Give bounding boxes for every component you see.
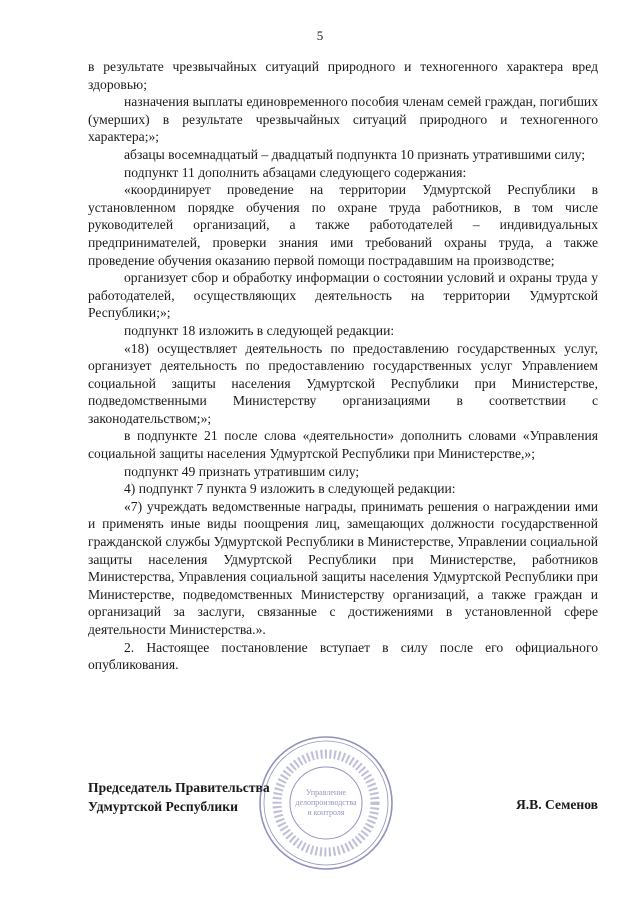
signature-title-line-1: Председатель Правительства <box>88 780 270 795</box>
paragraph: абзацы восемнадцатый – двадцатый подпункта 10 признать утратившими силу; <box>124 146 586 162</box>
paragraph: подпункт 18 изложить в следующей редакции: <box>124 322 395 338</box>
signature-title-line-2: Удмуртской Республики <box>88 799 238 814</box>
official-seal-stamp <box>258 735 394 871</box>
paragraph: «7) учреждать ведомственные награды, принимать решения о награждении ими и применять иные виды поощрения лиц, замещающих должности государственной гражданской службы Удмуртской Республики в Министерстве, Управлении социальной защиты населения Удмуртской Республики при Министерстве, работников Министерства, Управления социальной защиты населения Удмуртской Республики при Министерстве, подведомственных Министерству организаций, а также граждан и организаций за заслуги, связанные с достижениями в установленной сфере деятельности Министерства.». <box>88 498 598 637</box>
paragraph: «18) осуществляет деятельность по предоставлению государственных услуг, организует деятельность по предоставлению государственных услуг Управлением социальной защиты населения Удмуртской Республики при Министерстве, подведомственными Министерству организациями в соответствии с законодательством;»; <box>88 340 598 426</box>
seal-text-line-2: делопроизводства <box>295 798 357 807</box>
seal-text-line-1: Управление <box>305 788 347 797</box>
paragraph: подпункт 49 признать утратившим силу; <box>124 463 360 479</box>
paragraph: 4) подпункт 7 пункта 9 изложить в следующей редакции: <box>124 481 456 497</box>
paragraph: назначения выплаты единовременного пособия членам семей граждан, погибших (умерших) в результате чрезвычайных ситуаций природного и техногенного характера;»; <box>88 94 598 145</box>
paragraph: «координирует проведение на территории Удмуртской Республики в установленном порядке обучения по охране труда работников, в том числе руководителей организаций, а также работодателей – индивидуальных предпринимателей, проверки знания ими требований охраны труда, а также проведение обучения оказанию первой помощи пострадавшим на производстве; <box>88 182 598 268</box>
seal-text-line-3: и контроля <box>307 808 345 817</box>
paragraph: в результате чрезвычайных ситуаций природного и техногенного характера вред здоровью; <box>88 59 598 92</box>
paragraph: 2. Настоящее постановление вступает в силу после его официального опубликования. <box>88 639 598 673</box>
paragraph: организует сбор и обработку информации о состоянии условий и охраны труда у работодателей, осуществляющих деятельность на территории Удмуртской Республики;»; <box>88 270 598 321</box>
page-number: 5 <box>316 28 324 43</box>
signature-title <box>88 778 270 816</box>
paragraph: в подпункте 21 после слова «деятельности» дополнить словами «Управления социальной защиты населения Удмуртской Республики при Министерстве,»; <box>88 428 598 462</box>
document-body <box>88 58 598 674</box>
paragraph: подпункт 11 дополнить абзацами следующего содержания: <box>124 164 467 180</box>
signer-name: Я.В. Семенов <box>515 797 598 812</box>
